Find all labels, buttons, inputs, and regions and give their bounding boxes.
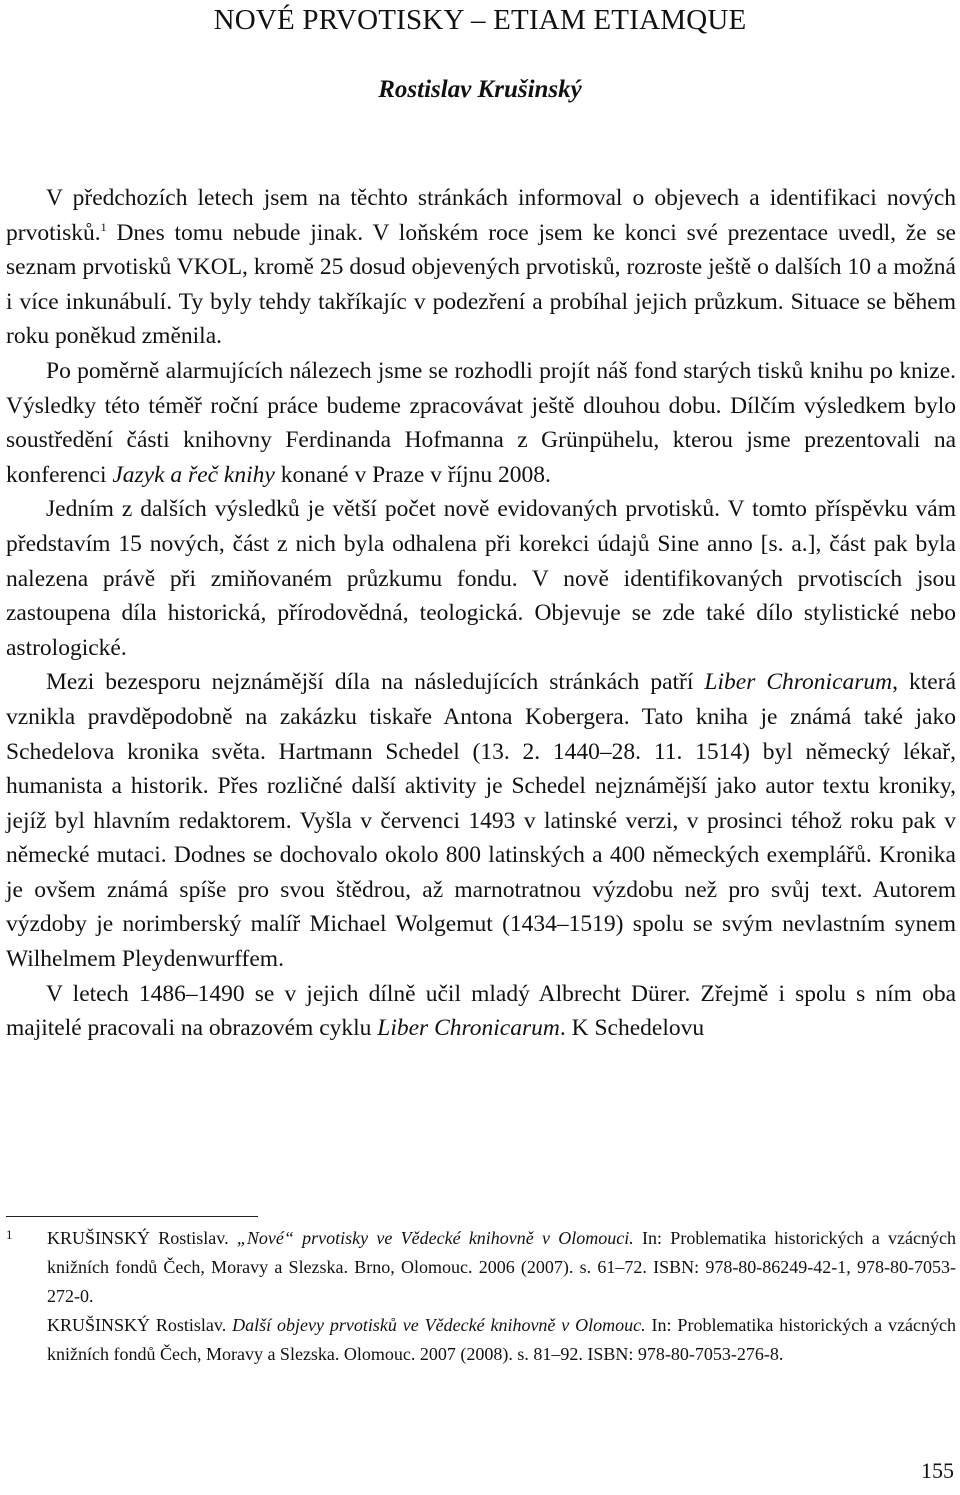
reference-author: KRUŠINSKÝ Rostislav. xyxy=(47,1315,233,1335)
footnote-divider xyxy=(6,1216,258,1217)
reference-title: Další objevy prvotisků ve Vědecké knihovně v Olomouc. xyxy=(232,1315,646,1335)
footnotes xyxy=(6,1224,956,1369)
footnote xyxy=(6,1224,956,1369)
paragraph-text: konané v Praze v říjnu 2008. xyxy=(274,461,551,488)
paragraph-text: Mezi bezesporu nejznámější díla na následujících stránkách patří xyxy=(46,669,705,696)
paragraph-text: V předchozích letech jsem na těchto stránkách informoval o objevech a identifikaci nových prvotisků. xyxy=(6,185,956,246)
paragraph-text: . K Schedelovu xyxy=(559,1015,705,1042)
paragraph-text: Po poměrně alarmujících nálezech jsme se rozhodli projít náš fond starých tisků knihu po knize. Výsledky této téměř roční práce budeme zpracovávat ještě dlouhou dobu. Dílčím výsledkem bylo soustředění části knihovny Ferdinanda Hofmanna z Grünpühelu, kterou jsme prezentovali na konferenci xyxy=(6,357,956,488)
paragraph xyxy=(6,665,956,976)
paragraph-text: Dnes tomu nebude jinak. V loňském roce jsem ke konci své prezentace uvedl, že se seznam prvotisků VKOL, kromě 25 dosud objevených prvotisků, rozroste ještě o dalších 10 a možná i více inkunábulí. Ty byly tehdy takříkajíc v podezření a probíhal jejich průzkum. Situace se během roku poněkud změnila. xyxy=(6,219,956,350)
book-title: Jazyk a řeč knihy xyxy=(112,461,275,488)
article-title: NOVÉ PRVOTISKY – ETIAM ETIAMQUE xyxy=(213,4,747,36)
paragraph-text: , která vznikla pravděpodobně na zakázku tiskaře Antona Kobergera. Tato kniha je známá také jako Schedelova kronika světa. Hartmann Schedel (13. 2. 1440–28. 11. 1514) byl německý lékař, humanista a historik. Přes rozličné další aktivity je Schedel nejznámější jako autor textu kroniky, jejíž byl hlavním redaktorem. Vyšla v červenci 1493 v latinské verzi, v prosinci téhož roku pak v německé mutaci. Dodnes se dochovalo okolo 800 latinských a 400 německých exemplářů. Kronika je ovšem známá spíše pro svou štědrou, až marnotratnou výzdobu než pro svůj text. Autorem výzdoby je norimberský malíř Michael Wolgemut (1434–1519) spolu se svým nevlastním synem Wilhelmem Pleydenwurffem. xyxy=(6,669,956,973)
paragraph xyxy=(6,977,956,1046)
book-title: Liber Chronicarum xyxy=(704,669,893,696)
footnote-reference-entry xyxy=(47,1311,956,1369)
reference-details: In: Problematika historických a vzácných knižních fondů Čech, Moravy a Slezska. Brno, Olomouc. 2006 (2007). s. 61–72. ISBN: 978-80-86249-42-1, 978-80-7053-272-0. xyxy=(47,1228,956,1306)
footnote-reference-entry xyxy=(47,1224,956,1311)
reference-author: KRUŠINSKÝ Rostislav. xyxy=(47,1228,237,1248)
footnote-reference[interactable]: 1 xyxy=(100,219,107,234)
paragraph: Jedním z dalších výsledků je větší počet nově evidovaných prvotisků. V tomto příspěvku vám představím 15 nových, část z nich byla odhalena při korekci údajů Sine anno [s. a.], část pak byla nalezena právě při zmiňovaném průzkumu fondu. V nově identifikovaných prvotiscích jsou zastoupena díla historická, přírodovědná, teologická. Objevuje se zde také dílo stylistické nebo astrologické. xyxy=(6,496,956,661)
reference-details: In: Problematika historických a vzácných knižních fondů Čech, Moravy a Slezska. Olomouc. 2007 (2008). s. 81–92. ISBN: 978-80-7053-276-8. xyxy=(47,1315,956,1364)
article-author: Rostislav Krušinský xyxy=(378,76,582,103)
book-title: Liber Chronicarum xyxy=(377,1015,560,1042)
paragraph xyxy=(6,354,956,492)
footnote-number: 1 xyxy=(6,1227,13,1242)
article-body xyxy=(6,181,956,1046)
paragraph xyxy=(6,181,956,354)
reference-title: „Nové“ prvotisky ve Vědecké knihovně v Olomouci. xyxy=(236,1228,634,1248)
paragraph-text: V letech 1486–1490 se v jejich dílně učil mladý Albrecht Dürer. Zřejmě i spolu s ním oba majitelé pracovali na obrazovém cyklu xyxy=(6,980,956,1042)
page-number: 155 xyxy=(921,1458,954,1483)
